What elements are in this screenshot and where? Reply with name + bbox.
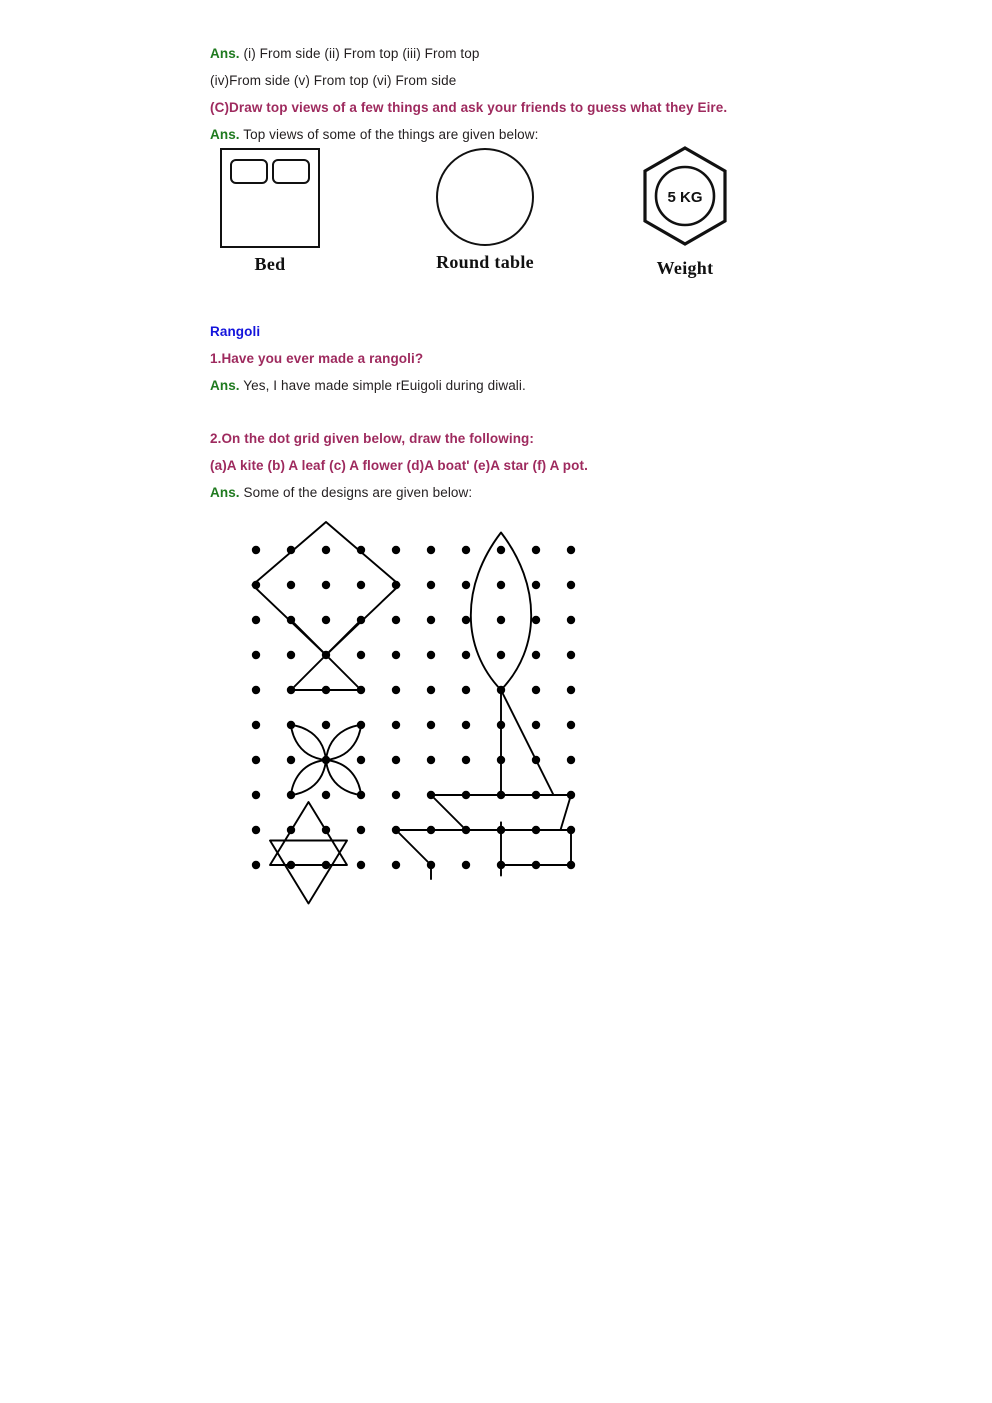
grid-dot — [287, 756, 295, 764]
grid-dot — [287, 651, 295, 659]
grid-dot — [567, 651, 575, 659]
dot-grid-svg — [240, 505, 600, 915]
grid-dot — [427, 581, 435, 589]
grid-dot — [462, 686, 470, 694]
grid-dot — [252, 861, 260, 869]
grid-dot — [287, 581, 295, 589]
bed-shape — [220, 148, 320, 248]
grid-dot — [392, 686, 400, 694]
dot-grid-drawing — [240, 505, 600, 915]
grid-dot — [567, 686, 575, 694]
question-1: 1.Have you ever made a rangoli? — [210, 351, 424, 366]
grid-dot — [252, 826, 260, 834]
grid-dot — [567, 721, 575, 729]
grid-dot — [567, 616, 575, 624]
grid-dot — [462, 721, 470, 729]
grid-dot — [252, 791, 260, 799]
grid-dot — [252, 686, 260, 694]
answer-tag: Ans. — [210, 46, 240, 61]
grid-dot — [427, 546, 435, 554]
grid-dot — [497, 616, 505, 624]
figure-caption-bed: Bed — [254, 254, 286, 274]
grid-dot — [322, 616, 330, 624]
answer-line-1 — [210, 40, 850, 67]
grid-dot — [427, 721, 435, 729]
grid-dot — [392, 756, 400, 764]
grid-dot — [322, 581, 330, 589]
grid-dot — [427, 616, 435, 624]
grid-dot — [497, 651, 505, 659]
figure-bed — [210, 148, 330, 275]
grid-dot — [357, 756, 365, 764]
star-shape-down — [270, 841, 347, 904]
grid-dots — [252, 546, 575, 869]
answer-text: Some of the designs are given below: — [239, 485, 473, 500]
round-table-shape — [436, 148, 534, 246]
kite-tail-shape — [291, 620, 361, 690]
pillow-right — [272, 159, 310, 184]
grid-dot — [462, 581, 470, 589]
grid-dot — [357, 651, 365, 659]
leaf-shape — [471, 533, 531, 691]
grid-dot — [357, 581, 365, 589]
grid-dot — [462, 616, 470, 624]
answer-tag: Ans. — [210, 127, 240, 142]
grid-dot — [392, 721, 400, 729]
grid-dot — [322, 721, 330, 729]
grid-dot — [532, 651, 540, 659]
weight-shape — [610, 144, 760, 252]
figure-caption-weight: Weight — [656, 258, 714, 278]
top-view-figures — [210, 148, 790, 288]
paragraph-spacer — [210, 399, 850, 425]
grid-dot — [427, 651, 435, 659]
figure-weight — [610, 144, 760, 279]
text-block-rangoli — [210, 318, 850, 506]
grid-dot — [567, 756, 575, 764]
question-2-items: (a)A kite (b) A leaf (c) A flower (d)A boat' (e)A star (f) A pot. — [210, 458, 588, 473]
answer-tag: Ans. — [210, 378, 240, 393]
answer-text: (i) From side (ii) From top (iii) From top — [239, 46, 480, 61]
grid-dot — [357, 861, 365, 869]
question-c: (C)Draw top views of a few things and ask your friends to guess what they Eire. — [210, 100, 728, 115]
grid-dot — [252, 756, 260, 764]
grid-dot — [392, 616, 400, 624]
grid-dot — [497, 546, 505, 554]
grid-dot — [392, 791, 400, 799]
plain-line-1: (iv)From side (v) From top (vi) From side — [210, 73, 457, 88]
grid-dot — [532, 686, 540, 694]
flower-shape — [291, 725, 361, 795]
grid-dot — [532, 581, 540, 589]
star-shape-up — [270, 802, 347, 865]
answer-line-4 — [210, 479, 850, 506]
grid-dot — [252, 651, 260, 659]
pot-spout — [396, 830, 431, 879]
grid-dot — [427, 756, 435, 764]
answer-line-3 — [210, 372, 850, 399]
grid-dot — [357, 826, 365, 834]
grid-dot — [462, 546, 470, 554]
grid-dot — [567, 546, 575, 554]
section-heading-rangoli: Rangoli — [210, 324, 261, 339]
grid-dot — [532, 721, 540, 729]
grid-dot — [462, 651, 470, 659]
grid-dot — [392, 861, 400, 869]
grid-dot — [567, 581, 575, 589]
answer-tag: Ans. — [210, 485, 240, 500]
question-2: 2.On the dot grid given below, draw the following: — [210, 431, 534, 446]
grid-dot — [252, 546, 260, 554]
grid-dot — [532, 616, 540, 624]
grid-dot — [252, 721, 260, 729]
grid-dot — [392, 546, 400, 554]
grid-dot — [392, 651, 400, 659]
answer-text: Top views of some of the things are given below: — [239, 127, 539, 142]
grid-dot — [322, 791, 330, 799]
grid-dot — [427, 686, 435, 694]
grid-dot — [497, 581, 505, 589]
grid-dot — [462, 861, 470, 869]
grid-dot — [322, 546, 330, 554]
text-block-top — [210, 40, 850, 148]
grid-dot — [252, 616, 260, 624]
figure-caption-round-table: Round table — [436, 252, 534, 272]
grid-dot — [532, 546, 540, 554]
pillow-left — [230, 159, 268, 184]
boat-sail — [501, 690, 554, 795]
answer-text: Yes, I have made simple rEuigoli during diwali. — [239, 378, 526, 393]
grid-shapes — [253, 522, 572, 904]
figure-round-table — [410, 148, 560, 273]
grid-dot — [462, 756, 470, 764]
weight-label: 5 KG — [667, 189, 703, 206]
